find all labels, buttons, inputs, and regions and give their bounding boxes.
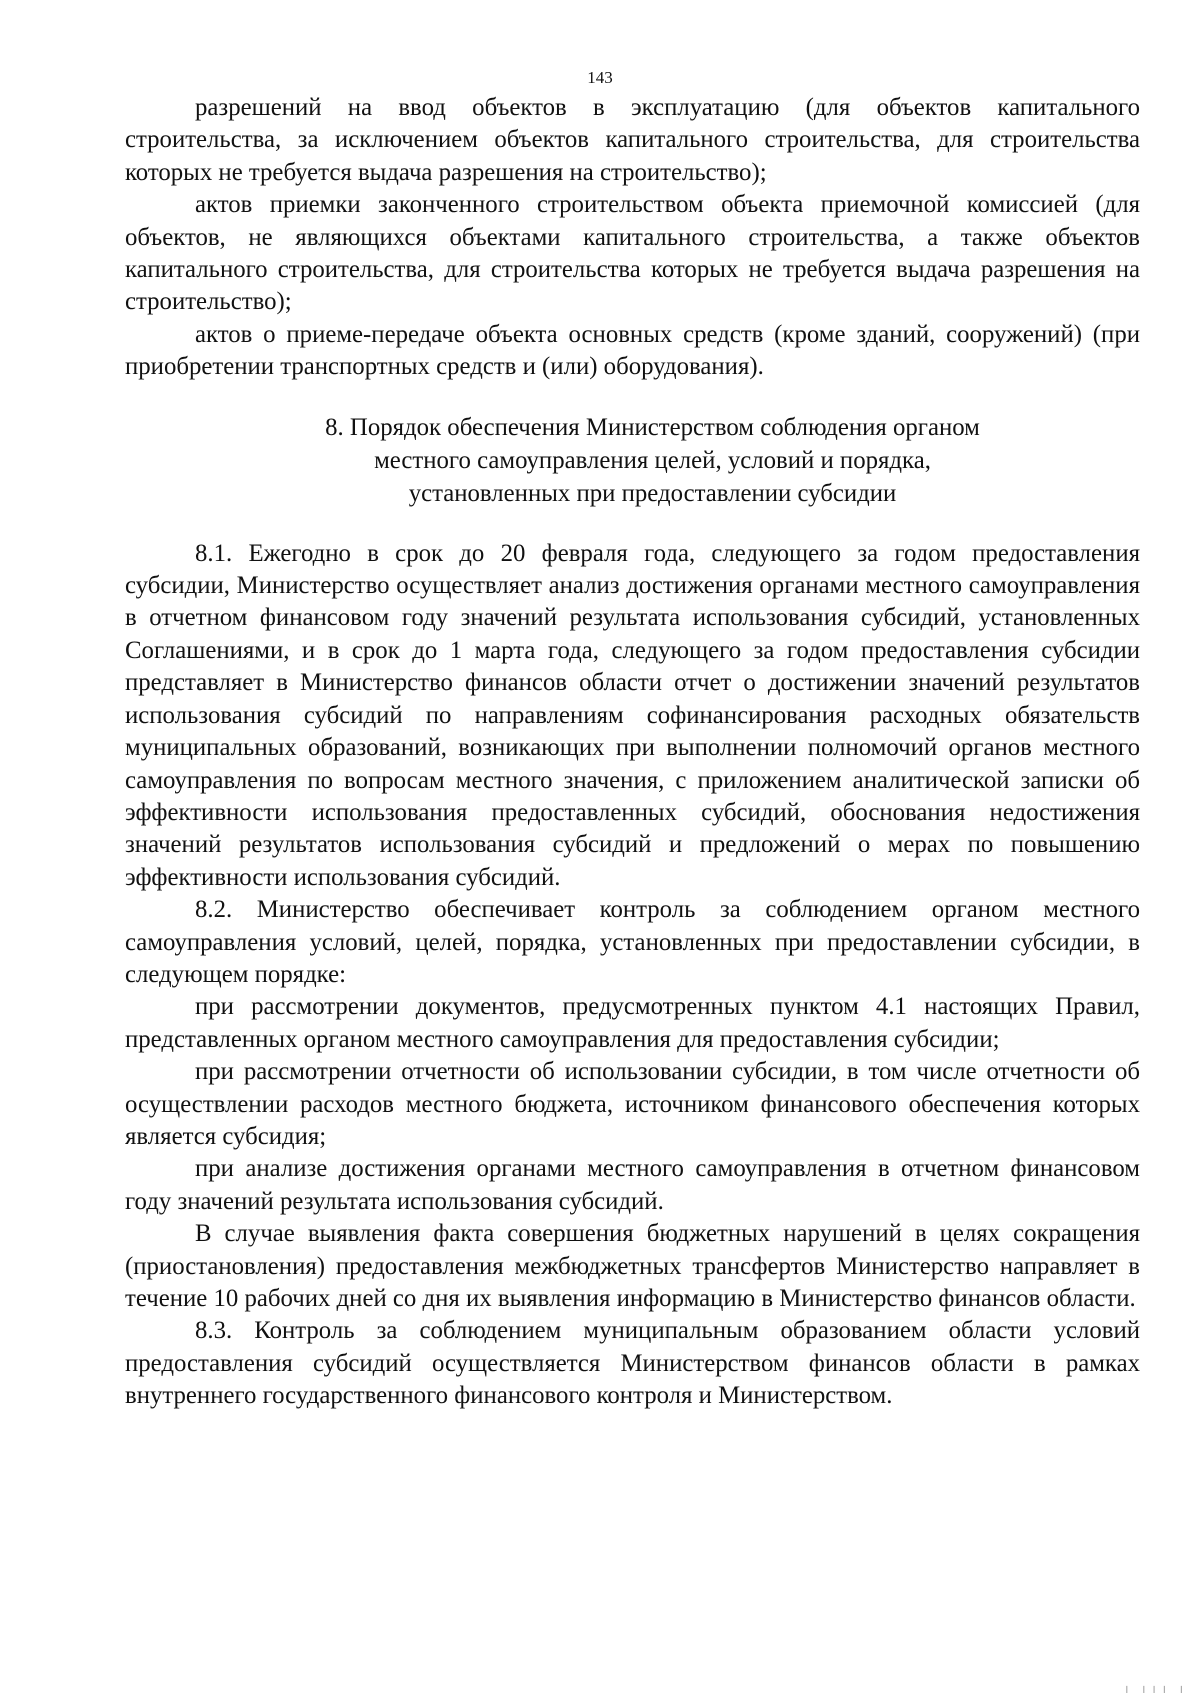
- page-number: 143: [587, 68, 613, 87]
- paragraph-8-2-violations: В случае выявления факта совершения бюджетных нарушений в целях сокращения (приостановления) предоставления межбюджетных трансфертов Министерство направляет в течение 10 рабочих дней со дня их выявления информацию в Министерство финансов области.: [125, 1220, 1140, 1312]
- section-8-heading-line-3: установленных при предоставлении субсидии: [408, 479, 897, 507]
- paragraph-8-2: 8.2. Министерство обеспечивает контроль за соблюдением органом местного самоуправления условий, целей, порядка, установленных при предоставлении субсидии, в следующем порядке:: [125, 896, 1140, 988]
- document-body: [125, 92, 1140, 1413]
- paragraph-8-2-reporting: при рассмотрении отчетности об использовании субсидии, в том числе отчетности об осуществлении расходов местного бюджета, источником финансового обеспечения которых является субсидия;: [125, 1058, 1140, 1150]
- section-8-heading: [125, 411, 1140, 510]
- section-8-heading-line-2: местного самоуправления целей, условий и порядка,: [374, 446, 931, 474]
- section-8-heading-line-1: 8. Порядок обеспечения Министерством соблюдения органом: [325, 413, 980, 441]
- scan-artifact-marks: ╷ ╷╷╷ ╷: [1123, 1679, 1188, 1693]
- paragraph-asset-transfer-acts: актов о приеме-передаче объекта основных средств (кроме зданий, сооружений) (при приобретении транспортных средств и (или) оборудования).: [125, 320, 1140, 381]
- paragraph-acceptance-acts: актов приемки законченного строительством объекта приемочной комиссией (для объектов, не являющихся объектами капитального строительства, а также объектов капитального строительства, для строительства которых не требуется выдача разрешения на строительство);: [125, 191, 1140, 316]
- paragraph-8-3: 8.3. Контроль за соблюдением муниципальным образованием области условий предоставления субсидий осуществляется Министерством финансов области в рамках внутреннего государственного финансового контроля и Министерством.: [125, 1317, 1140, 1410]
- paragraph-permits: разрешений на ввод объектов в эксплуатацию (для объектов капитального строительства, за исключением объектов капитального строительства, для строительства которых не требуется выдача разрешения на строительство);: [125, 94, 1140, 186]
- paragraph-8-2-documents: при рассмотрении документов, предусмотренных пунктом 4.1 настоящих Правил, представленных органом местного самоуправления для предоставления субсидии;: [125, 993, 1140, 1053]
- paragraph-8-2-analysis: при анализе достижения органами местного самоуправления в отчетном финансовом году значений результата использования субсидий.: [125, 1155, 1140, 1215]
- paragraph-8-1: 8.1. Ежегодно в срок до 20 февраля года, следующего за годом предоставления субсидии, Министерство осуществляет анализ достижения органами местного самоуправления в отчетном финансовом году значений результата использования субсидий, установленных Соглашениями, и в срок до 1 марта года, следующего за годом предоставления субсидии представляет в Министерство финансов области отчет о достижении значений результатов использования субсидий по направлениям софинансирования расходных обязательств муниципальных образований, возникающих при выполнении полномочий органов местного самоуправления по вопросам местного значения, с приложением аналитической записки об эффективности использования предоставленных субсидий, обоснования недостижения значений результатов использования субсидий и предложений о мерах по повышению эффективности использования субсидий.: [125, 539, 1140, 891]
